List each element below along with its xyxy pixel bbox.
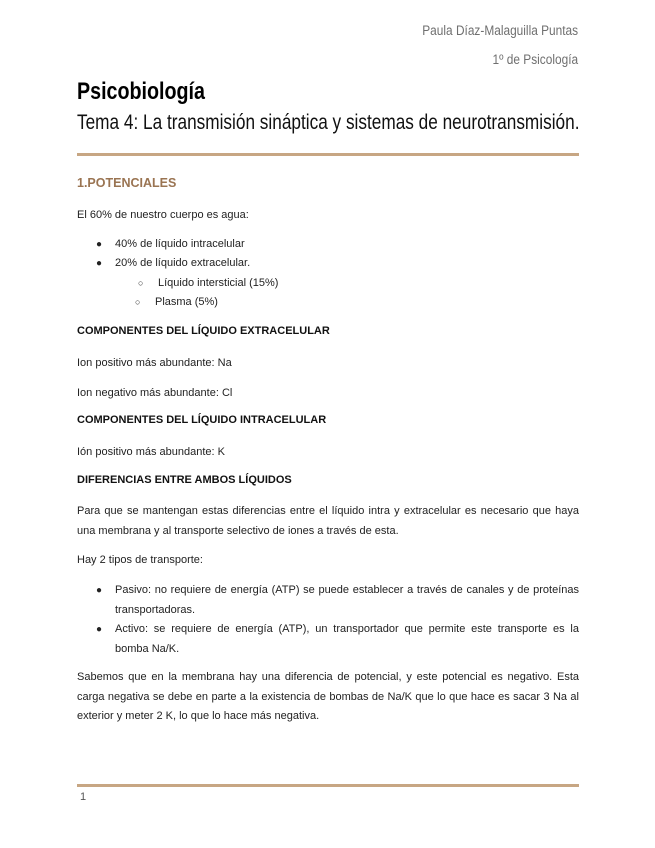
list-item	[135, 293, 218, 313]
document-subtitle: Tema 4: La transmisión sináptica y sistemas de neurotransmisión.	[77, 111, 580, 134]
intro-paragraph: El 60% de nuestro cuerpo es agua:	[77, 209, 249, 221]
header-divider	[77, 153, 579, 156]
list-item	[96, 620, 579, 659]
author-name: Paula Díaz-Malaguilla Puntas	[422, 23, 578, 38]
bullet-dot-icon: ●	[96, 258, 103, 269]
bullet-dot-icon: ●	[96, 624, 103, 635]
bullet-circle-icon: ○	[138, 278, 144, 288]
intracellular-heading: COMPONENTES DEL LÍQUIDO INTRACELULAR	[77, 414, 327, 426]
list-item	[96, 581, 579, 620]
transport-intro: Hay 2 tipos de transporte:	[77, 554, 203, 566]
course-label: 1º de Psicología	[492, 52, 578, 67]
section-heading: 1.POTENCIALES	[77, 176, 177, 190]
extracellular-negative-ion: Ion negativo más abundante: Cl	[77, 387, 233, 399]
list-item-text: Líquido intersticial (15%)	[158, 277, 279, 289]
differences-paragraph: Para que se mantengan estas diferencias entre el líquido intra y extracelular es necesario que haya una membrana y al transporte selectivo de iones a través de esta.	[77, 505, 579, 537]
extracellular-positive-ion: Ion positivo más abundante: Na	[77, 357, 232, 369]
list-item-text: 20% de líquido extracelular.	[115, 257, 251, 269]
list-item-text: Pasivo: no requiere de energía (ATP) se puede establecer a través de canales y de proteínas transportadoras.	[115, 584, 579, 616]
bullet-dot-icon: ●	[96, 585, 103, 596]
extracellular-heading: COMPONENTES DEL LÍQUIDO EXTRACELULAR	[77, 325, 330, 337]
conclusion-paragraph: Sabemos que en la membrana hay una diferencia de potencial, y este potencial es negativo. Esta carga negativa se debe en parte a la existencia de bombas de Na/K que lo que hace es sacar 3 Na al exterior y meter 2 K, lo que lo hace más negativa.	[77, 671, 579, 723]
differences-heading: DIFERENCIAS ENTRE AMBOS LÍQUIDOS	[77, 474, 292, 486]
page-number: 1	[80, 791, 87, 803]
bullet-dot-icon: ●	[96, 239, 103, 250]
bullet-circle-icon: ○	[135, 297, 141, 307]
intracellular-positive-ion: Ión positivo más abundante: K	[77, 446, 225, 458]
list-item	[96, 254, 579, 274]
list-item	[138, 274, 279, 294]
list-item	[96, 235, 579, 255]
footer-divider	[77, 784, 579, 787]
document-title: Psicobiología	[77, 78, 205, 105]
list-item-text: 40% de líquido intracelular	[115, 238, 245, 250]
list-item-text: Activo: se requiere de energía (ATP), un transportador que permite este transporte es la bomba Na/K.	[115, 623, 579, 655]
list-item-text: Plasma (5%)	[155, 296, 218, 308]
page-header	[422, 16, 578, 74]
